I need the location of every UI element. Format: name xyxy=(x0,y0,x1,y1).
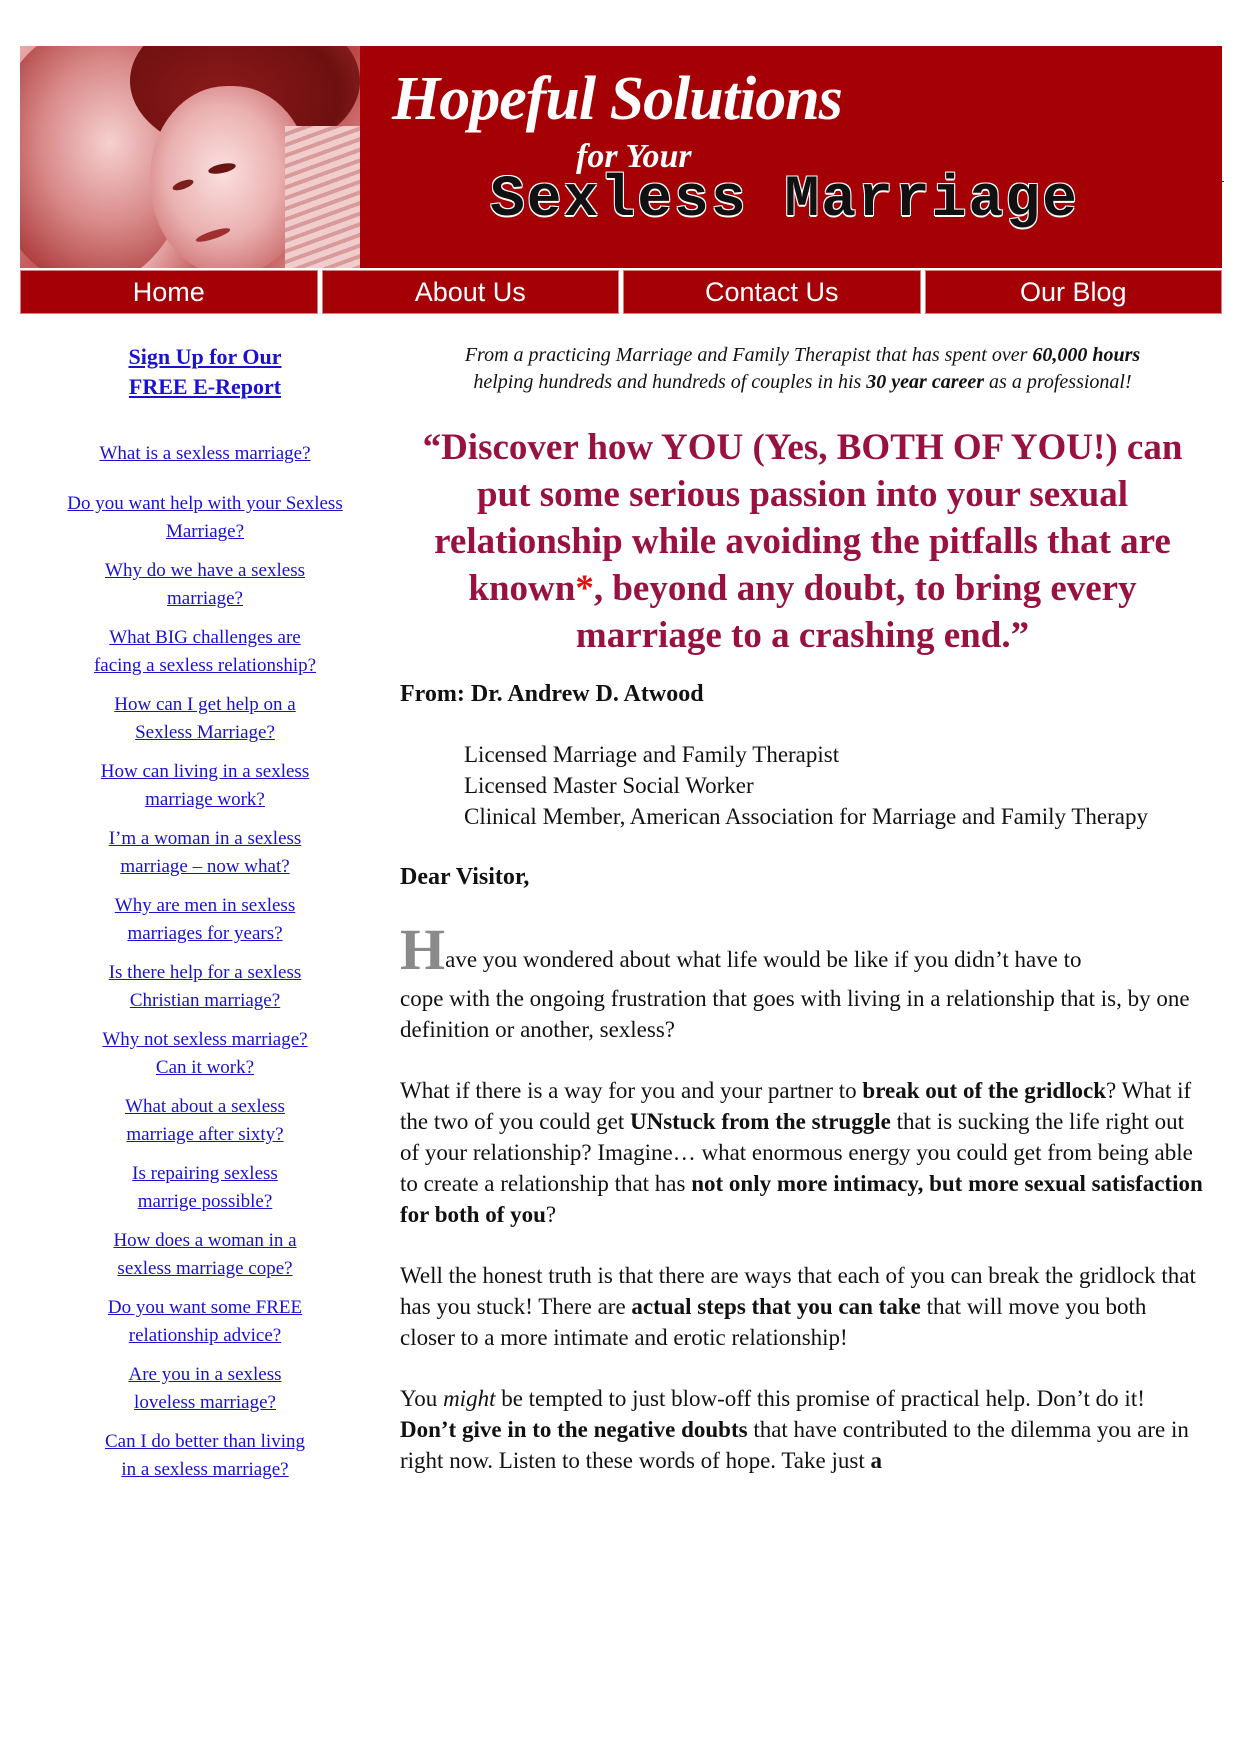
sidebar-link[interactable]: Why not sexless marriage? Can it work? xyxy=(102,1029,308,1078)
sidebar-link[interactable]: What BIG challenges are facing a sexless relationship? xyxy=(93,627,317,676)
body-paragraph-4: You might be tempted to just blow-off this promise of practical help. Don’t do it! Don’t give in to the negative doubts that have contributed to the dilemma you are in right now. Listen to these words of hope. Take just a xyxy=(400,1386,1189,1473)
sidebar xyxy=(40,342,370,1495)
banner-link-underline[interactable] xyxy=(1218,181,1224,182)
sidebar-link[interactable]: Why do we have a sexless marriage? xyxy=(105,560,305,609)
sidebar-link[interactable]: Are you in a sexless loveless marriage? xyxy=(128,1364,282,1413)
body-paragraph-3: Well the honest truth is that there are ways that each of you can break the gridlock that has you stuck! There are actual steps that you can take that will move you both closer to a more intimate and erotic relationship! xyxy=(400,1263,1196,1350)
sidebar-link[interactable]: How can living in a sexless marriage work? xyxy=(100,761,310,810)
main-nav xyxy=(20,270,1222,314)
site-logo-subtitle: for Your xyxy=(576,138,692,175)
sidebar-link[interactable]: How can I get help on a Sexless Marriage? xyxy=(114,694,296,743)
sidebar-link[interactable]: Is there help for a sexless Christian marriage? xyxy=(108,962,302,1011)
sidebar-link[interactable]: I’m a woman in a sexless marriage – now what? xyxy=(108,828,302,877)
sidebar-link[interactable]: How does a woman in a sexless marriage cope? xyxy=(113,1230,297,1279)
author-line: From: Dr. Andrew D. Atwood xyxy=(400,681,704,707)
site-banner xyxy=(20,46,1222,268)
sidebar-link[interactable]: Why are men in sexless marriages for years? xyxy=(114,895,296,944)
sidebar-link[interactable]: Can I do better than living in a sexless marriage? xyxy=(105,1431,305,1480)
body-paragraph-2: What if there is a way for you and your partner to break out of the gridlock? What if the two of you could get UNstuck from the struggle that is sucking the life right out of your relationship? Imagine… what enormous energy you could get from being able to create a relationship that has not only more intimacy, but more sexual satisfaction for both of you? xyxy=(400,1078,1203,1227)
asterisk-footnote-marker: * xyxy=(575,568,594,609)
intro-tagline: From a practicing Marriage and Family Therapist that has spent over 60,000 hours helping hundreds and hundreds of couples in his 30 year career as a professional! xyxy=(464,344,1141,393)
credential-item: Clinical Member, American Association for Marriage and Family Therapy xyxy=(464,804,1148,829)
sidebar-link[interactable]: Do you want help with your Sexless Marriage? xyxy=(67,493,343,542)
body-paragraph-1: Have you wondered about what life would be like if you didn’t have to cope with the ongoing frustration that goes with living in a relationship that is, by one definition or another, sexless? xyxy=(400,917,1190,1042)
nav-home[interactable]: Home xyxy=(20,270,318,314)
nav-contact-us[interactable]: Contact Us xyxy=(623,270,921,314)
site-logo-title: Hopeful Solutions xyxy=(392,65,842,133)
credential-item: Licensed Marriage and Family Therapist xyxy=(464,742,840,767)
headline: “Discover how YOU (Yes, BOTH OF YOU!) can put some serious passion into your sexual relationship while avoiding the pitfalls that are known*, beyond any doubt, to bring every marriage to a crashing end.” xyxy=(422,427,1183,656)
sidebar-link[interactable]: Is repairing sexless marrige possible? xyxy=(132,1163,278,1212)
site-logo-tagline: Sexless Marriage xyxy=(490,168,1079,233)
drop-cap: H xyxy=(400,917,446,982)
sidebar-links xyxy=(40,440,370,1484)
sidebar-link[interactable]: What about a sexless marriage after sixty? xyxy=(125,1096,285,1145)
sidebar-link[interactable]: Do you want some FREE relationship advice? xyxy=(107,1297,303,1346)
couple-photo xyxy=(20,46,360,268)
greeting: Dear Visitor, xyxy=(400,864,530,890)
sidebar-link[interactable]: What is a sexless marriage? xyxy=(99,443,311,464)
nav-our-blog[interactable]: Our Blog xyxy=(925,270,1223,314)
credential-item: Licensed Master Social Worker xyxy=(464,773,754,798)
author-credentials xyxy=(464,739,1205,832)
main-content xyxy=(400,342,1205,1476)
nav-about-us[interactable]: About Us xyxy=(322,270,620,314)
signup-free-ereport-link[interactable]: Sign Up for Our FREE E-Report xyxy=(128,344,282,399)
